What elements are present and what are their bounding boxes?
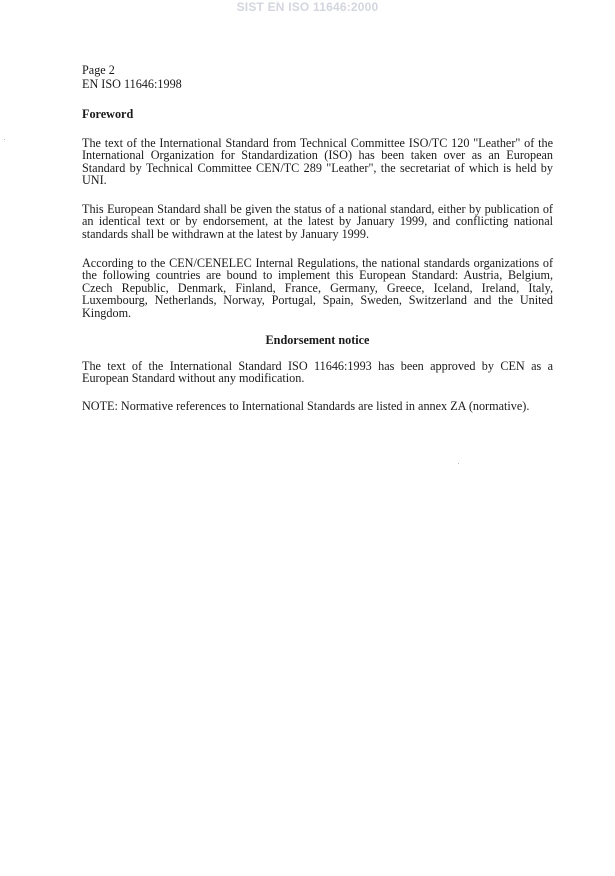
endorsement-paragraph: The text of the International Standard ISO 11646:1993 has been approved by CEN as a European Standard without any modification. [82,359,553,386]
foreword-heading: Foreword [82,107,134,121]
endorsement-heading: Endorsement notice [265,333,370,347]
foreword-paragraph-1: The text of the International Standard from Technical Committee ISO/TC 120 "Leather" of the International Organization for Standardization (ISO) has been taken over as an European Standard by Technical Committee CEN/TC 289 "Leather", the secretariat of which is held by UNI. [82,136,553,188]
watermark: SIST EN ISO 11646:2000 [236,0,379,14]
page-number: Page 2 [82,63,115,77]
standard-number: EN ISO 11646:1998 [82,77,182,91]
scan-speck [458,463,459,464]
foreword-paragraph-2: This European Standard shall be given the status of a national standard, either by publication of an identical text or by endorsement, at the latest by January 1999, and conflicting national standards shall be withdrawn at the latest by January 1999. [82,202,553,241]
foreword-paragraph-3: According to the CEN/CENELEC Internal Regulations, the national standards organizations of the following countries are bound to implement this European Standard: Austria, Belgium, Czech Republic, Denmark, Finland, France, Germany, Greece, Iceland, Ireland, Italy, Luxembourg, Netherlands, Norway, Portugal, Spain, Sweden, Switzerland and the United Kingdom. [82,256,553,320]
scan-speck [4,139,5,140]
normative-note: NOTE: Normative references to International Standards are listed in annex ZA (normative). [82,399,530,413]
page-header [82,63,182,91]
